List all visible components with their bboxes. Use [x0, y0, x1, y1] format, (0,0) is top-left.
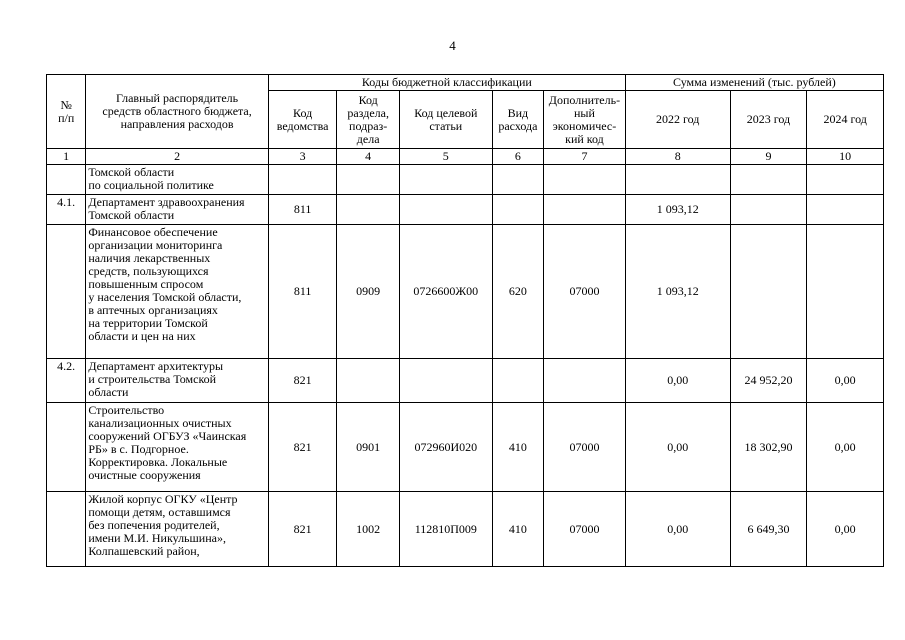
- header-number: № п/п: [47, 75, 86, 149]
- header-year-2022: 2022 год: [625, 91, 730, 149]
- row-2023: 24 952,20: [730, 359, 807, 403]
- row-name: Строительство канализационных очистных сооружений ОГБУЗ «Чаинская РБ» в с. Подгорное. Корректировка. Локальные очистные сооружения: [86, 403, 269, 492]
- row-2024: [807, 195, 884, 225]
- row-name: Жилой корпус ОГКУ «Центр помощи детям, оставшимся без попечения родителей, имени М.И. Никульшина», Колпашевский район,: [86, 492, 269, 567]
- row-razdel: [337, 359, 400, 403]
- row-ved: 821: [268, 492, 337, 567]
- row-name: Финансовое обеспечение организации мониторинга наличия лекарственных средств, пользующихся повышенным спросом у населения Томской области, в аптечных организациях на территории Томской области и цен на них: [86, 225, 269, 359]
- row-ved: [268, 165, 337, 195]
- header-code-cel: Код целевой статьи: [399, 91, 492, 149]
- table-row: [47, 195, 884, 225]
- row-cel: 0726600Ж00: [399, 225, 492, 359]
- row-vid: [492, 359, 543, 403]
- header-budget-codes: Коды бюджетной классификации: [268, 75, 625, 91]
- page-number: 4: [449, 38, 456, 53]
- header-year-2024: 2024 год: [807, 91, 884, 149]
- row-2022: [625, 165, 730, 195]
- column-number: 8: [625, 149, 730, 165]
- column-number: 6: [492, 149, 543, 165]
- row-cel: 072960И020: [399, 403, 492, 492]
- row-2022: 1 093,12: [625, 195, 730, 225]
- row-dop: 07000: [544, 225, 626, 359]
- row-number: [47, 225, 86, 359]
- row-2024: [807, 225, 884, 359]
- row-razdel: 0901: [337, 403, 400, 492]
- row-2023: [730, 195, 807, 225]
- row-vid: 410: [492, 492, 543, 567]
- row-name: Департамент архитектуры и строительства Томской области: [86, 359, 269, 403]
- header-code-dop: Дополнитель- ный экономичес- кий код: [544, 91, 626, 149]
- row-razdel: 0909: [337, 225, 400, 359]
- row-2023: 18 302,90: [730, 403, 807, 492]
- row-dop: 07000: [544, 403, 626, 492]
- row-2024: 0,00: [807, 403, 884, 492]
- row-2024: [807, 165, 884, 195]
- row-vid: 410: [492, 403, 543, 492]
- row-2022: 0,00: [625, 492, 730, 567]
- header-code-ved: Код ведомства: [268, 91, 337, 149]
- row-2023: [730, 225, 807, 359]
- row-number: [47, 165, 86, 195]
- row-2022: 1 093,12: [625, 225, 730, 359]
- column-number: 3: [268, 149, 337, 165]
- row-2023: [730, 165, 807, 195]
- header-code-razdel: Код раздела, подраз- дела: [337, 91, 400, 149]
- row-dop: [544, 359, 626, 403]
- header-year-2023: 2023 год: [730, 91, 807, 149]
- row-cel: 112810П009: [399, 492, 492, 567]
- row-dop: [544, 195, 626, 225]
- row-ved: 821: [268, 359, 337, 403]
- row-ved: 821: [268, 403, 337, 492]
- header-sum-changes: Сумма изменений (тыс. рублей): [625, 75, 883, 91]
- row-cel: [399, 359, 492, 403]
- row-name: Департамент здравоохранения Томской области: [86, 195, 269, 225]
- column-number: 10: [807, 149, 884, 165]
- row-ved: 811: [268, 195, 337, 225]
- row-razdel: [337, 195, 400, 225]
- row-vid: [492, 165, 543, 195]
- row-vid: 620: [492, 225, 543, 359]
- row-number: 4.1.: [47, 195, 86, 225]
- header-code-vid: Вид расхода: [492, 91, 543, 149]
- column-numbers-row: [47, 149, 884, 165]
- table-row: [47, 403, 884, 492]
- row-vid: [492, 195, 543, 225]
- column-number: 9: [730, 149, 807, 165]
- row-ved: 811: [268, 225, 337, 359]
- row-2022: 0,00: [625, 359, 730, 403]
- row-razdel: 1002: [337, 492, 400, 567]
- row-dop: [544, 165, 626, 195]
- row-2022: 0,00: [625, 403, 730, 492]
- column-number: 1: [47, 149, 86, 165]
- row-number: [47, 403, 86, 492]
- row-number: [47, 492, 86, 567]
- row-name: Томской области по социальной политике: [86, 165, 269, 195]
- row-razdel: [337, 165, 400, 195]
- row-2024: 0,00: [807, 359, 884, 403]
- row-2024: 0,00: [807, 492, 884, 567]
- column-number: 2: [86, 149, 269, 165]
- table-row: [47, 492, 884, 567]
- table-row: [47, 359, 884, 403]
- row-2023: 6 649,30: [730, 492, 807, 567]
- budget-changes-table: [46, 74, 884, 567]
- column-number: 7: [544, 149, 626, 165]
- row-cel: [399, 195, 492, 225]
- header-recipient: Главный распорядитель средств областного бюджета, направления расходов: [86, 75, 269, 149]
- table-row: [47, 225, 884, 359]
- row-dop: 07000: [544, 492, 626, 567]
- row-cel: [399, 165, 492, 195]
- table-row: [47, 165, 884, 195]
- column-number: 4: [337, 149, 400, 165]
- column-number: 5: [399, 149, 492, 165]
- row-number: 4.2.: [47, 359, 86, 403]
